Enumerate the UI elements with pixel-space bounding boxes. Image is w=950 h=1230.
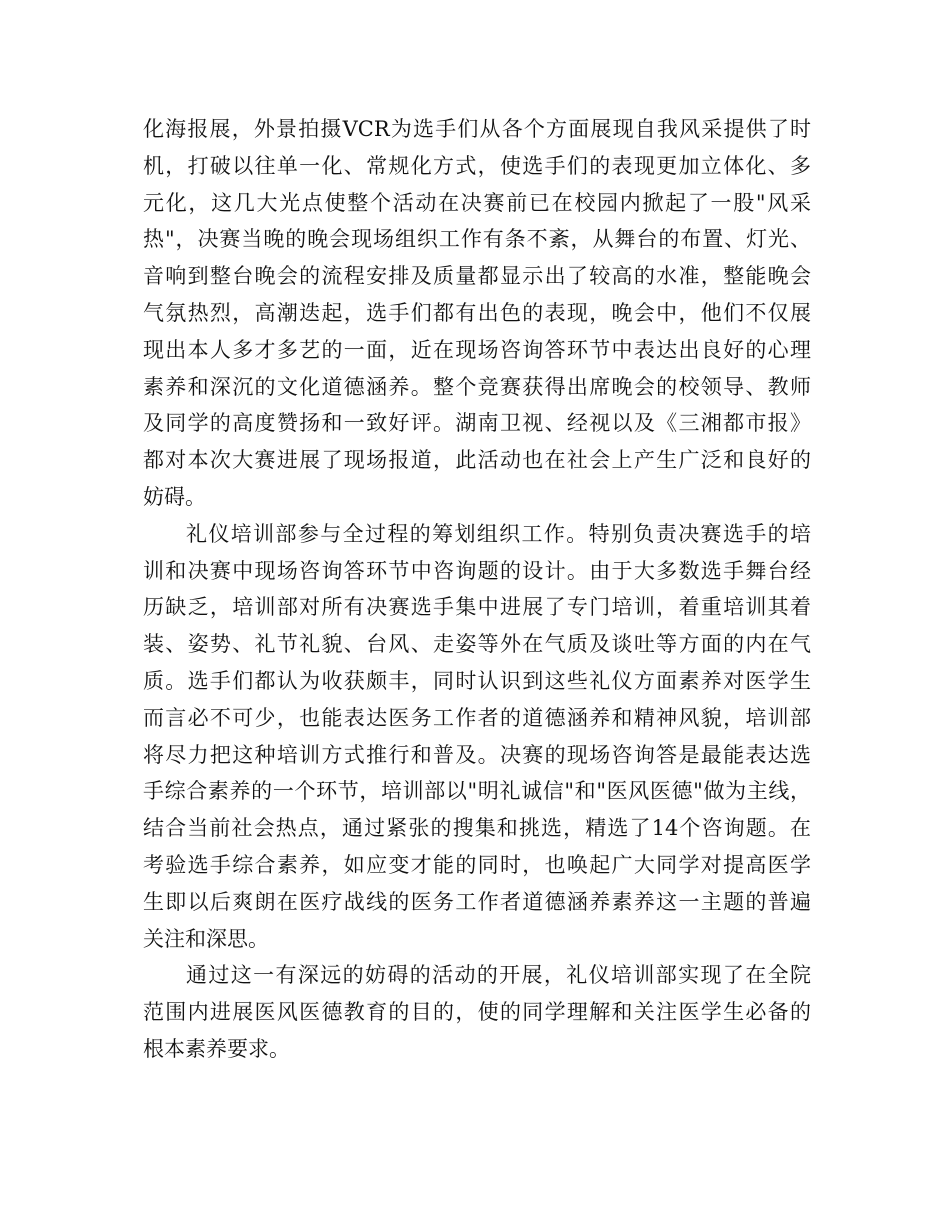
text-line: 元化，这几大光点使整个活动在决赛前已在校园内掀起了一股"风采 [143,190,811,215]
text-line: 将尽力把这种培训方式推行和普及。决赛的现场咨询答是最能表达选 [143,742,811,767]
text-line: 热"，决赛当晚的晚会现场组织工作有条不紊，从舞台的布置、灯光、 [143,227,811,252]
text-line: 气氛热烈，高潮迭起，选手们都有出色的表现，晚会中，他们不仅展 [143,300,811,325]
body-text [143,111,811,1068]
text-line: 现出本人多才多艺的一面，近在现场咨询答环节中表达出良好的心理 [143,337,811,362]
text-line: 装、姿势、礼节礼貌、台风、走姿等外在气质及谈吐等方面的内在气 [143,632,811,657]
text-line: 手综合素养的一个环节，培训部以"明礼诚信"和"医风医德"做为主线， [143,779,811,804]
paragraph-2 [143,516,811,958]
text-line: 而言必不可少，也能表达医务工作者的道德涵养和精神风貌，培训部 [143,705,811,730]
text-line: 素养和深沉的文化道德涵养。整个竞赛获得出席晚会的校领导、教师 [143,374,811,399]
text-line: 通过这一有深远的妨碍的活动的开展，礼仪培训部实现了在全院 [186,963,811,988]
text-line: 音响到整台晚会的流程安排及质量都显示出了较高的水准，整能晚会 [143,264,811,289]
text-line: 质。选手们都认为收获颇丰，同时认识到这些礼仪方面素养对医学生 [143,668,811,693]
text-line: 妨碍。 [143,484,206,509]
text-line: 结合当前社会热点，通过紧张的搜集和挑选，精选了14个咨询题。在 [143,816,811,841]
text-line: 根本素养要求。 [143,1036,290,1061]
text-line: 生即以后爽朗在医疗战线的医务工作者道德涵养素养这一主题的普遍 [143,889,811,914]
paragraph-3 [143,957,811,1067]
text-line: 礼仪培训部参与全过程的筹划组织工作。特别负责决赛选手的培 [186,521,811,546]
text-line: 范围内进展医风医德教育的目的，使的同学理解和关注医学生必备的 [143,1000,811,1025]
text-line: 都对本次大赛进展了现场报道，此活动也在社会上产生广泛和良好的 [143,448,811,473]
paragraph-1 [143,111,811,516]
text-line: 机，打破以往单一化、常规化方式，使选手们的表现更加立体化、多 [143,153,811,178]
text-line: 化海报展，外景拍摄VCR为选手们从各个方面展现自我风采提供了时 [143,117,811,141]
text-line: 考验选手综合素养，如应变才能的同时，也唤起广大同学对提高医学 [143,852,811,877]
text-line: 历缺乏，培训部对所有决赛选手集中进展了专门培训，着重培训其着 [143,595,811,620]
text-line: 及同学的高度赞扬和一致好评。湖南卫视、经视以及《三湘都市报》 [143,411,811,436]
text-line: 训和决赛中现场咨询答环节中咨询题的设计。由于大多数选手舞台经 [143,558,811,583]
text-line: 关注和深思。 [143,926,269,951]
